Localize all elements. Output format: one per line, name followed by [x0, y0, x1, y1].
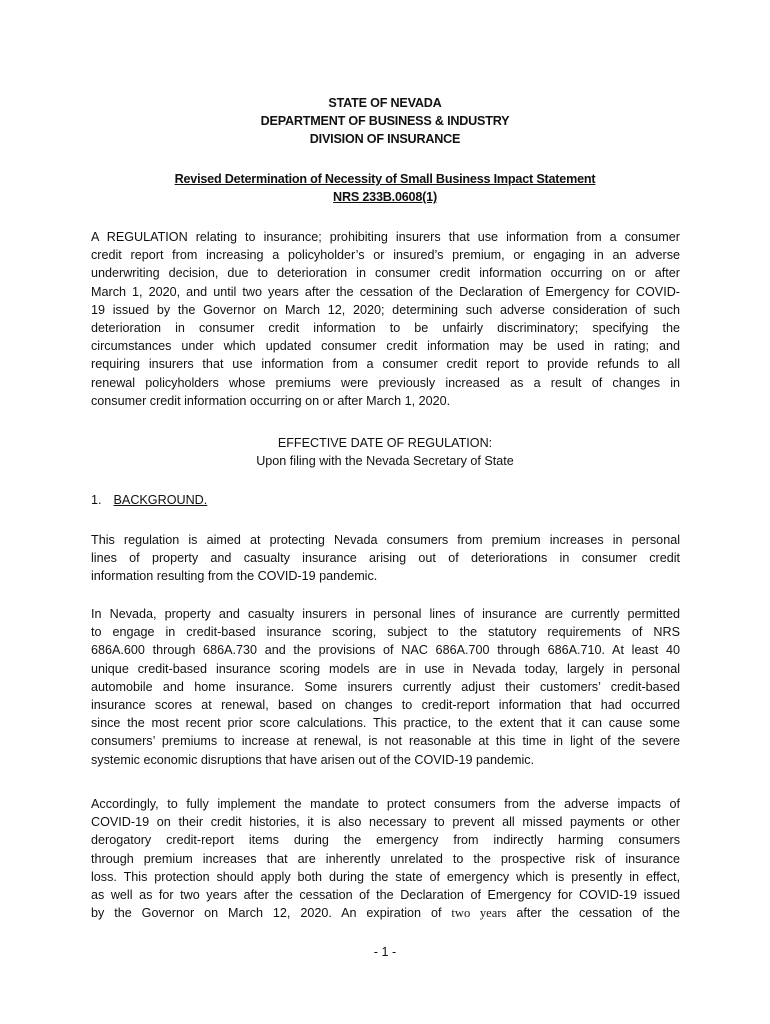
paragraph-line: deterioration in consumer credit information to be unfairly discriminatory; specifying the — [91, 321, 680, 336]
section-heading-background — [91, 491, 207, 509]
header-state: STATE OF NEVADA — [328, 96, 442, 110]
paragraph-line: to engage in credit-based insurance scoring, subject to the statutory requirements of NRS — [91, 625, 680, 640]
paragraph-line: consumer credit information occurring on or after March 1, 2020. — [91, 393, 451, 408]
paragraph-line: renewal policyholders whose premiums were previously increased as a result of changes in — [91, 375, 680, 390]
paragraph-line: March 1, 2020, and until two years after the cessation of the Declaration of Emergency for COVID- — [91, 284, 680, 299]
background-paragraph-2 — [91, 605, 680, 769]
paragraph-line: through premium increases that are inherently unrelated to the prospective risk of insurance — [91, 851, 680, 866]
page-number: - 1 - — [373, 945, 397, 959]
paragraph-line: as well as for two years after the cessation of the Declaration of Emergency for COVID-19 issued — [91, 888, 680, 903]
section-number: 1. — [91, 493, 102, 507]
title-line-1: Revised Determination of Necessity of Small Business Impact Statement — [174, 172, 596, 186]
paragraph-line: loss. This protection should apply both during the state of emergency which is presently in effect, — [91, 869, 680, 884]
paragraph-line: insurance scores at renewal, based on changes to credit-report information that had occurred — [91, 698, 680, 713]
paragraph-line: consumers’ premiums to increase at renewal, is not reasonable at this time in light of the severe — [91, 734, 680, 749]
paragraph-line: derogatory credit-report items during the emergency from indirectly harming consumers — [91, 833, 680, 848]
effective-date-block — [0, 434, 770, 470]
title-statute: NRS 233B.0608(1) — [333, 190, 437, 204]
effective-date-text: Upon filing with the Nevada Secretary of State — [256, 454, 514, 469]
paragraph-line: requiring insurers that use information from a consumer credit report to provide refunds to all — [91, 357, 680, 372]
document-title — [0, 170, 770, 206]
serif-text-fragment: two years — [451, 906, 507, 921]
paragraph-line: COVID-19 on their credit histories, it is also necessary to prevent all missed payments or other — [91, 815, 680, 830]
agency-header — [0, 94, 770, 148]
paragraph-line: by the Governor on March 12, 2020. An expiration of two years after the cessation of the — [91, 906, 681, 921]
header-department: DEPARTMENT OF BUSINESS & INDUSTRY — [260, 114, 510, 128]
header-division: DIVISION OF INSURANCE — [309, 132, 461, 146]
paragraph-line: underwriting decision, due to deterioration in consumer credit information occurring on or after — [91, 266, 680, 281]
paragraph-line: Accordingly, to fully implement the mandate to protect consumers from the adverse impacts of — [91, 797, 680, 811]
paragraph-line: lines of property and casualty insurance arising out of deteriorations in consumer credit — [91, 551, 680, 566]
paragraph-line: circumstances under which updated consumer credit information may be used in rating; and — [91, 339, 680, 354]
background-paragraph-3 — [91, 795, 680, 922]
paragraph-line: since the most recent prior score calculations. This practice, to the extent that it can cause some — [91, 716, 680, 731]
section-title: BACKGROUND. — [113, 493, 208, 507]
paragraph-line: In Nevada, property and casualty insurers in personal lines of insurance are currently permitted — [91, 607, 680, 621]
paragraph-line: This regulation is aimed at protecting Nevada consumers from premium increases in personal — [91, 533, 680, 547]
paragraph-line: A REGULATION relating to insurance; prohibiting insurers that use information from a consumer — [91, 230, 680, 244]
paragraph-line: automobile and home insurance. Some insurers currently adjust their customers’ credit-based — [91, 679, 680, 694]
paragraph-line: information resulting from the COVID-19 pandemic. — [91, 569, 378, 584]
paragraph-line: systemic economic disruptions that have arisen out of the COVID-19 pandemic. — [91, 752, 535, 767]
paragraph-line: 686A.600 through 686A.730 and the provisions of NAC 686A.700 through 686A.710. At least 40 — [91, 643, 680, 658]
effective-date-heading: EFFECTIVE DATE OF REGULATION: — [277, 436, 493, 450]
paragraph-line: credit report from increasing a policyholder’s or insured’s premium, or engaging in an adverse — [91, 248, 680, 263]
regulation-description — [91, 228, 680, 410]
paragraph-line: unique credit-based insurance scoring models are in use in Nevada today, largely in personal — [91, 661, 680, 676]
background-paragraph-1 — [91, 531, 680, 586]
paragraph-line: 19 issued by the Governor on March 12, 2020; determining such adverse consideration of such — [91, 302, 680, 317]
